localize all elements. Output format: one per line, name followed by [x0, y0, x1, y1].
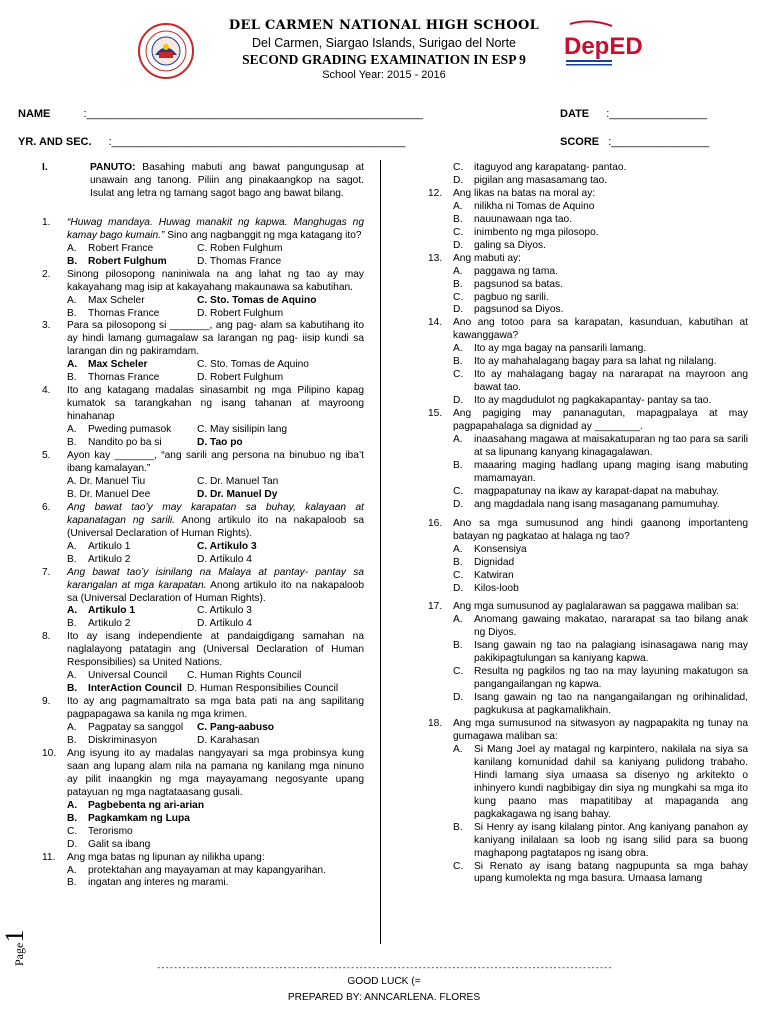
question-7: 7. Ang bawat tao’y isinilang na Malaya at pantay- pantay sa karangalan at mga karapatan. Anong artikulo ito na nakapaloob sa (Universal Declaration of Human Rights).: [42, 566, 365, 604]
choice-c[interactable]: C. Roben Fulghum: [197, 242, 283, 254]
school-name: DEL CARMEN NATIONAL HIGH SCHOOL: [228, 18, 540, 33]
document-header: [0, 18, 768, 82]
choice-b[interactable]: B. Isang gawain ng tao na palagiang isinasagawa nang may pakikipagtulungan sa kaniyang kapwa.: [453, 640, 748, 665]
choice-a[interactable]: A. inaasahang magawa at maisakatuparan ng tao para sa sarili at sa lipunang kanyang kinagagalawan.: [453, 434, 748, 458]
choice-b[interactable]: B. Ito ay mahahalagang bagay para sa lahat ng nilalang.: [453, 356, 717, 368]
choice-d[interactable]: D. Isang gawain ng tao na nangangailangan ng orihinalidad, pagkukusa at pagkamalikhain.: [453, 692, 748, 717]
choices-1: [67, 243, 364, 269]
page-num: 1: [0, 929, 29, 943]
choice-c[interactable]: C. Terorismo: [67, 825, 133, 837]
choice-c[interactable]: C. Dr. Manuel Tan: [197, 475, 279, 487]
choice-b[interactable]: B. Diskriminasyon: [67, 734, 158, 746]
choice-d[interactable]: D. galing sa Diyos.: [453, 239, 546, 251]
choice-b[interactable]: B. Dr. Manuel Dee: [67, 488, 151, 500]
date-line[interactable]: :________________: [606, 108, 708, 120]
choice-b[interactable]: B. Si Henry ay isang kilalang pintor. Ang kaniyang panahon ay kaniyang inilalaan sa loob ng isang silid para sa buong maghapong pagtatapos ng isang obra.: [453, 821, 748, 859]
choice-a[interactable]: A. nilikha ni Tomas de Aquino: [453, 200, 595, 212]
question-2: 2. Sinong pilosopong naniniwala na ang lahat ng tao ay may kakayahang mag isip at kakayahang makaunawa sa kabutihan.: [42, 268, 364, 293]
name-label: NAME: [18, 108, 51, 120]
choice-b[interactable]: B. Nandito po ba si: [67, 437, 162, 449]
choice-d[interactable]: D. Dr. Manuel Dy: [197, 488, 278, 500]
choice-c[interactable]: C. Sto. Tomas de Aquino: [197, 359, 309, 371]
choice-c[interactable]: C. itaguyod ang karapatang- pantao.: [453, 162, 627, 173]
choice-b[interactable]: B. Pagkamkam ng Lupa: [67, 812, 190, 824]
right-column: [428, 162, 748, 886]
choice-a[interactable]: A. Max Scheler: [67, 359, 148, 371]
choices-9: [67, 722, 364, 748]
choice-d[interactable]: D. Karahasan: [197, 734, 260, 746]
choice-b[interactable]: B. Thomas France: [67, 307, 160, 319]
choice-d[interactable]: D. Thomas France: [197, 255, 282, 267]
choice-a[interactable]: A. Pagbebenta ng ari-arian: [67, 799, 205, 811]
choice-b[interactable]: B. Artikulo 2: [67, 618, 131, 630]
choice-c[interactable]: C. inimbento ng mga pilosopo.: [453, 226, 599, 238]
choices-4: [67, 424, 364, 450]
question-17: 17. Ang mga sumusunod ay paglalarawan sa paggawa maliban sa:: [428, 601, 739, 613]
choices-18: [453, 744, 748, 886]
choice-b[interactable]: B. maaaring maging hadlang upang maging isang mabuting mamamayan.: [453, 459, 748, 484]
page-number: [0, 930, 31, 966]
choice-a[interactable]: A. Artikulo 1: [67, 605, 135, 617]
question-15: 15. Ang pagiging may pananagutan, mapagpalaya at may pagpapahalaga sa dignidad ay ________.: [428, 408, 748, 433]
yr-sec-line[interactable]: :________________________________________________: [108, 136, 406, 148]
score-label: SCORE: [560, 136, 600, 148]
question-4: 4. Ito ang katagang madalas sinasambit ng mga Pilipino kapag kumatok sa tarangkahan ng isang tahanan at mayroong hinahanap: [42, 385, 364, 423]
choice-c[interactable]: C. magpapatunay na ikaw ay karapat-dapat na mabuhay.: [453, 485, 720, 497]
choice-d[interactable]: D. Tao po: [197, 437, 243, 449]
choice-d[interactable]: D. Robert Fulghum: [197, 307, 284, 319]
choice-d[interactable]: D. Artikulo 4: [197, 618, 252, 630]
choice-d[interactable]: D. ang magdadala nang isang masaganang pamumuhay.: [453, 498, 720, 510]
question-8: 8. Ito ay isang independiente at pandaigdigang samahan na naglalayong patatagin ang (Universal Declaration of Human Responsibilies) sa United Nations.: [42, 631, 364, 669]
choice-b[interactable]: B. InterAction Council: [67, 683, 182, 695]
choice-c[interactable]: C. Sto. Tomas de Aquino: [197, 294, 317, 306]
question-18: 18. Ang mga sumusunod na sitwasyon ay nagpapakita ng tunay na gumagawa maliban sa:: [428, 718, 748, 742]
choice-b[interactable]: B. nauunawaan nga tao.: [453, 213, 572, 225]
prepared-by: PREPARED BY: ANNCARLENA. FLORES: [287, 992, 481, 1003]
choice-a[interactable]: A. Ito ay mga bagay na pansarili lamang.: [453, 343, 647, 355]
choice-a[interactable]: A. Si Mang Joel ay matagal ng karpintero, nakilala na siya sa kanilang komunidad dahil sa kaniyang pulidong trabaho. Hindi lamang siya umaasa sa disenyo ng arkitekto o inhinyero kundi nagbibigay din siya ng mungkahi sa mga ito kung paano mas mapatitibay at mapaganda ang pagkakagawa ng isang bahay.: [453, 743, 748, 820]
choices-11-part1: [67, 865, 364, 891]
choice-c[interactable]: C. Pang-aabuso: [197, 722, 274, 734]
choices-17: [453, 614, 748, 718]
name-line[interactable]: :_______________________________________________________: [83, 108, 423, 120]
score-line[interactable]: :________________: [608, 136, 710, 148]
choice-b[interactable]: B. Artikulo 2: [67, 553, 131, 565]
question-1: 1. “Huwag mandaya. Huwag manakit ng kapwa. Manghugas ng kamay bago kumain.” Sino ang nagbanggit ng mga katagang ito?: [42, 216, 364, 241]
choice-a[interactable]: A. paggawa ng tama.: [453, 265, 558, 277]
choices-12: [453, 201, 748, 253]
question-10: 10. Ang isyung ito ay madalas nangyayari sa mga probinsya kung saan ang lupang alam nila na pamana ng kanilang mga ninuno ay pilit inaangkin ng mga mayayamang negosyante upang patayuan ng mga nagtataasang gusali.: [42, 747, 364, 798]
question-12: 12. Ang likas na batas na moral ay:: [428, 187, 596, 199]
instructions: I. PANUTO: Basahing mabuti ang bawat pangungusap at unawain ang tanong. Piliin ang pinakaangkop na sagot. Isulat ang letra ng tamang sagot bago ang bawat bilang.: [42, 162, 364, 199]
choice-b[interactable]: B. Thomas France: [67, 372, 160, 384]
choice-c[interactable]: C. May sisilipin lang: [197, 424, 288, 436]
page-word: Page: [12, 942, 26, 966]
choices-3: [67, 359, 364, 385]
date-label: DATE: [560, 108, 590, 120]
choices-16: [453, 544, 748, 596]
choice-b[interactable]: B. ingatan ang interes ng marami.: [67, 877, 229, 889]
choices-13: [453, 266, 748, 318]
choice-c[interactable]: C. pagbuo ng sarili.: [453, 291, 549, 303]
choice-a[interactable]: A. protektahan ang mayayaman at may kapangyarihan.: [67, 864, 326, 876]
column-divider: [380, 160, 381, 944]
school-year: School Year: 2015 - 2016: [322, 68, 446, 81]
left-column: [42, 162, 364, 890]
choices-15: [453, 434, 748, 512]
choice-d[interactable]: D. pigilan ang masasamang tao.: [453, 174, 608, 186]
choice-d[interactable]: D. Robert Fulghum: [197, 372, 284, 384]
question-13: 13. Ang mabuti ay:: [428, 252, 521, 264]
question-9: 9. Ito ay ang pagmamaltrato sa mga bata pati na ang sapilitang pagpapagawa sa kanila ng mga krimen.: [42, 696, 364, 721]
choice-d[interactable]: D. pagsunod sa Diyos.: [453, 304, 564, 316]
choice-a[interactable]: A. Max Scheler: [67, 294, 145, 306]
exam-title: SECOND GRADING EXAMINATION IN ESP 9: [242, 52, 526, 68]
choices-5: [67, 476, 364, 502]
question-16: 16. Ano sa mga sumusunod ang hindi gaanong importanteng batayan ng pagkatao at halaga ng tao?: [428, 517, 748, 542]
choice-d[interactable]: D. Galit sa ibang: [67, 838, 151, 850]
choice-a[interactable]: A. Universal Council: [67, 670, 168, 682]
choice-a[interactable]: A. Dr. Manuel Tiu: [67, 475, 146, 487]
choice-a[interactable]: A. Robert France: [67, 242, 154, 254]
score-field: [560, 136, 709, 150]
choice-b[interactable]: B. pagsunod sa batas.: [453, 278, 563, 290]
choice-c[interactable]: C. Resulta ng pagkilos ng tao na may layuning makatugon sa pangangailangan ng kapwa.: [453, 666, 748, 691]
question-6: 6. Ang bawat tao’y may karapatan sa buhay, kalayaan at kapanatagan ng sarili. Anong artikulo ito na nakapaloob sa (Universal Declaration of Human Rights).: [42, 501, 364, 539]
choices-6: [67, 541, 364, 567]
choice-a[interactable]: A. Anomang gawaing makatao, nararapat sa tao bilang anak ng Diyos.: [453, 614, 748, 639]
choice-c[interactable]: C. Artikulo 3: [197, 605, 252, 617]
choices-10: [67, 800, 364, 852]
yr-sec-field: [18, 136, 405, 150]
deped-logo-text: DepED: [564, 33, 643, 60]
choice-c[interactable]: C. Human Rights Council: [187, 670, 302, 682]
footer-dashes: ------------------------------------------------------------------------------------------------------------: [156, 963, 612, 972]
choice-b[interactable]: B. Dignidad: [453, 556, 515, 568]
school-address: Del Carmen, Siargao Islands, Surigao del Norte: [251, 35, 517, 50]
choices-7: [67, 605, 364, 631]
choice-b[interactable]: B. Robert Fulghum: [67, 255, 167, 267]
choice-c[interactable]: C. Ito ay mahalagang bagay na nararapat na mayroon ang bawat tao.: [453, 369, 748, 394]
question-14: 14. Ano ang totoo para sa karapatan, kasunduan, kabutihan at kawanggawa?: [428, 317, 748, 342]
choices-11-part2: [453, 162, 748, 188]
yr-sec-label: YR. AND SEC.: [18, 136, 92, 148]
choices-8: [67, 670, 364, 696]
choice-c[interactable]: C. Si Renato ay isang batang nagpupunta sa mga bahay upang kumolekta ng mga basura. Umaasa lamang: [453, 860, 748, 885]
choices-2: [67, 295, 364, 321]
choice-d[interactable]: D. Kilos-loob: [453, 582, 519, 594]
choice-d[interactable]: D. Artikulo 4: [197, 553, 252, 565]
choice-d[interactable]: D. Ito ay magdudulot ng pagkakapantay- pantay sa tao.: [453, 395, 712, 407]
question-11: 11. Ang mga batas ng lipunan ay nilikha upang:: [42, 851, 265, 863]
choice-a[interactable]: A. Konsensiya: [453, 543, 527, 555]
choice-c[interactable]: C. Artikulo 3: [197, 540, 257, 552]
choice-c[interactable]: C. Katwiran: [453, 569, 514, 581]
question-5: 5. Ayon kay _______, “ang sarili ang persona na binubuo ng iba’t ibang kamalayan.”: [42, 450, 364, 474]
choices-14: [453, 343, 748, 408]
choice-a[interactable]: A. Pweding pumasok: [67, 424, 172, 436]
choice-a[interactable]: A. Artikulo 1: [67, 540, 131, 552]
date-field: [560, 108, 707, 122]
name-field: [18, 108, 423, 122]
question-3: 3. Para sa pilosopong si _______, ang pag- alam sa kabutihang ito ay hindi lamang gumagalaw sa larangan ng pag- iisip kundi sa larangan din ng pakiramdam.: [42, 320, 364, 358]
choice-a[interactable]: A. Pagpatay sa sanggol: [67, 722, 184, 734]
choice-d[interactable]: D. Human Responsibilies Council: [187, 683, 339, 695]
good-luck: GOOD LUCK (=: [347, 976, 421, 987]
